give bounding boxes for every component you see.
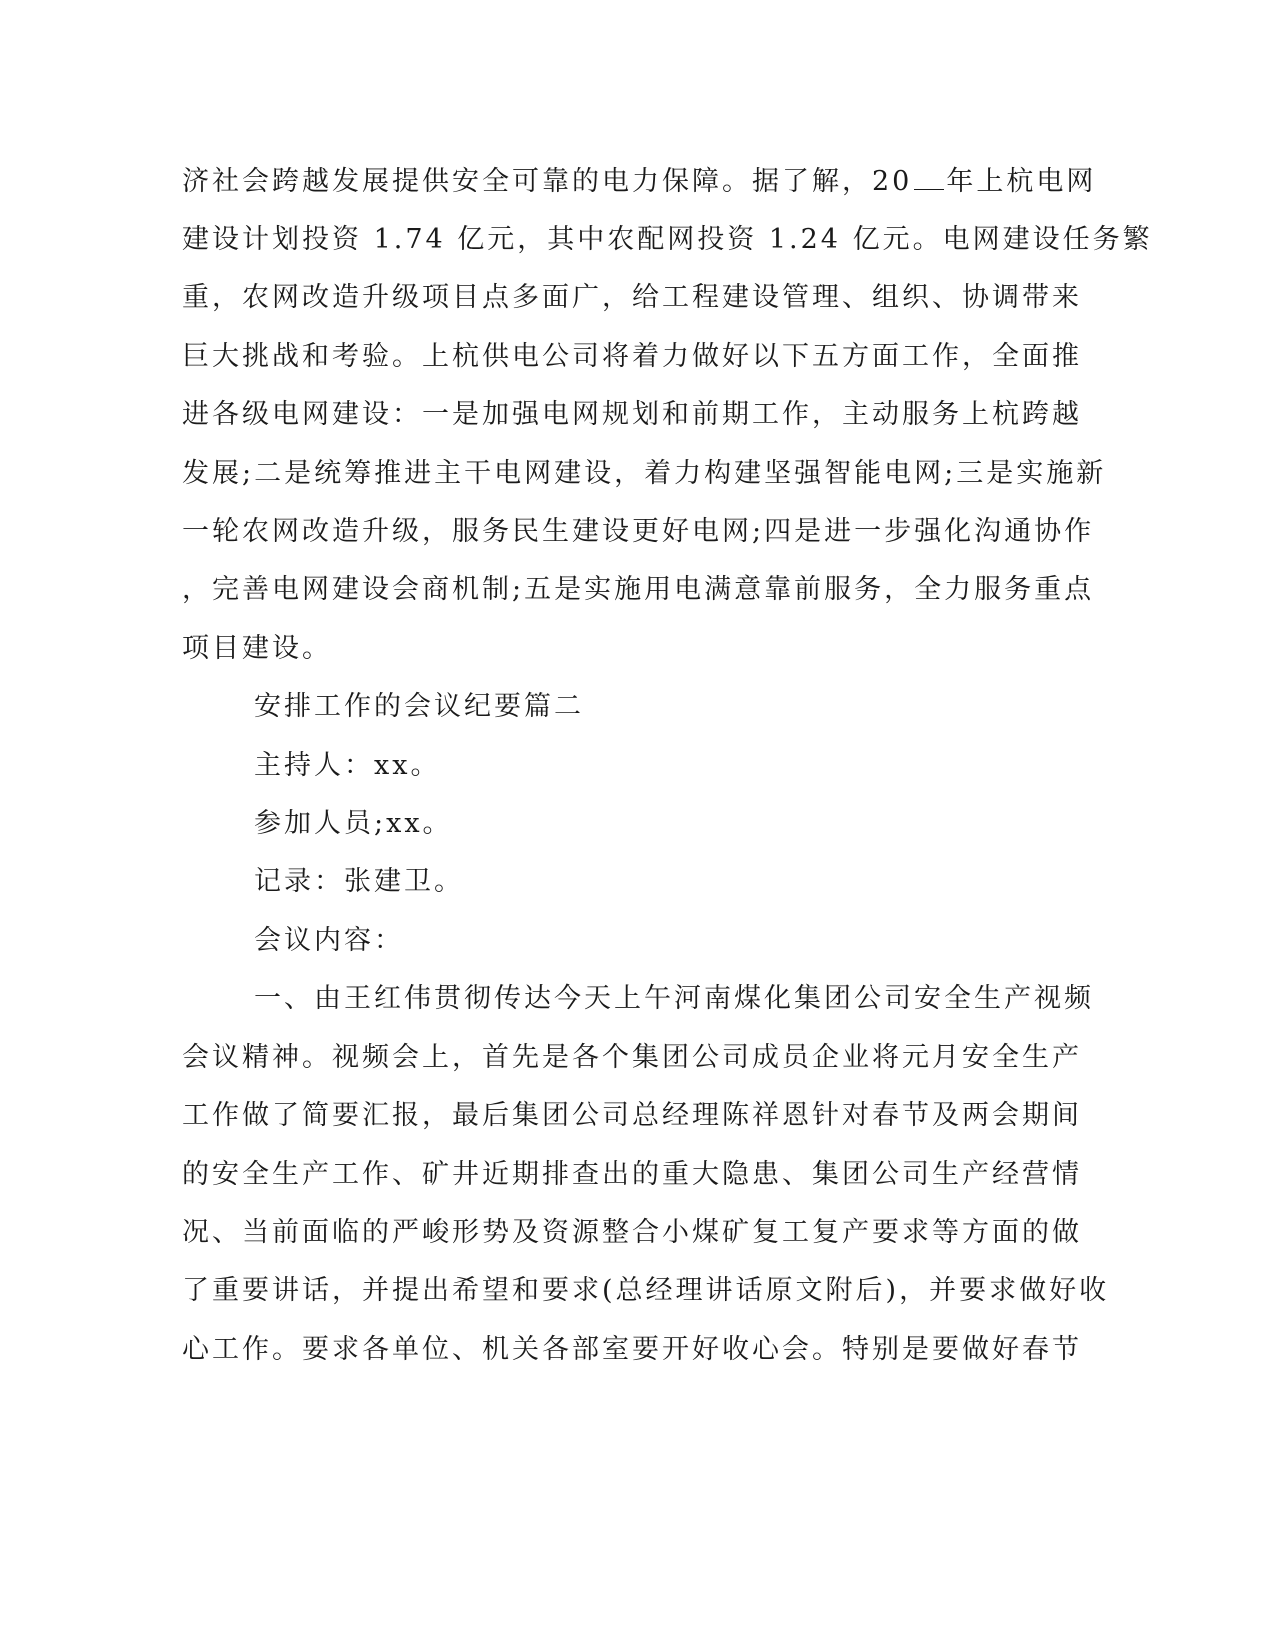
paragraph1-line-8: ，完善电网建设会商机制;五是实施用电满意靠前服务，全力服务重点 — [182, 574, 1095, 605]
paragraph1-line-6: 发展;二是统筹推进主干电网建设，着力构建坚强智能电网;三是实施新 — [182, 458, 1107, 489]
paragraph1-line-9: 项目建设。 — [182, 633, 332, 664]
content-label: 会议内容： — [254, 925, 404, 956]
paragraph2-line-1: 一、由王红伟贯彻传达今天上午河南煤化集团公司安全生产视频 — [254, 983, 1094, 1014]
paragraph1-line-3: 重，农网改造升级项目点多面广，给工程建设管理、组织、协调带来 — [182, 282, 1082, 313]
recorder-line: 记录：张建卫。 — [254, 866, 464, 897]
paragraph2-line-6: 了重要讲话，并提出希望和要求(总经理讲话原文附后)，并要求做好收 — [182, 1275, 1110, 1306]
paragraph1-line-5: 进各级电网建设：一是加强电网规划和前期工作，主动服务上杭跨越 — [182, 399, 1082, 430]
paragraph2-line-5: 况、当前面临的严峻形势及资源整合小煤矿复工复产要求等方面的做 — [182, 1217, 1082, 1248]
paragraph1-line-2: 建设计划投资 1.74 亿元，其中农配网投资 1.24 亿元。电网建设任务繁 — [182, 224, 1153, 255]
paragraph1-line-4: 巨大挑战和考验。上杭供电公司将着力做好以下五方面工作，全面推 — [182, 341, 1082, 372]
section-title: 安排工作的会议纪要篇二 — [254, 691, 584, 722]
paragraph2-line-4: 的安全生产工作、矿井近期排查出的重大隐患、集团公司生产经营情 — [182, 1159, 1082, 1190]
paragraph2-line-7: 心工作。要求各单位、机关各部室要开好收心会。特别是要做好春节 — [182, 1334, 1082, 1365]
paragraph2-line-3: 工作做了简要汇报，最后集团公司总经理陈祥恩针对春节及两会期间 — [182, 1100, 1082, 1131]
paragraph2-line-2: 会议精神。视频会上，首先是各个集团公司成员企业将元月安全生产 — [182, 1042, 1082, 1073]
host-line: 主持人：xx。 — [254, 750, 441, 781]
paragraph1-line-7: 一轮农网改造升级，服务民生建设更好电网;四是进一步强化沟通协作 — [182, 516, 1095, 547]
blank-underline — [914, 167, 944, 190]
paragraph1-line-1: 济社会跨越发展提供安全可靠的电力保障。据了解，20 年上杭电网 — [182, 166, 1097, 197]
attendees-line: 参加人员;xx。 — [254, 808, 453, 839]
